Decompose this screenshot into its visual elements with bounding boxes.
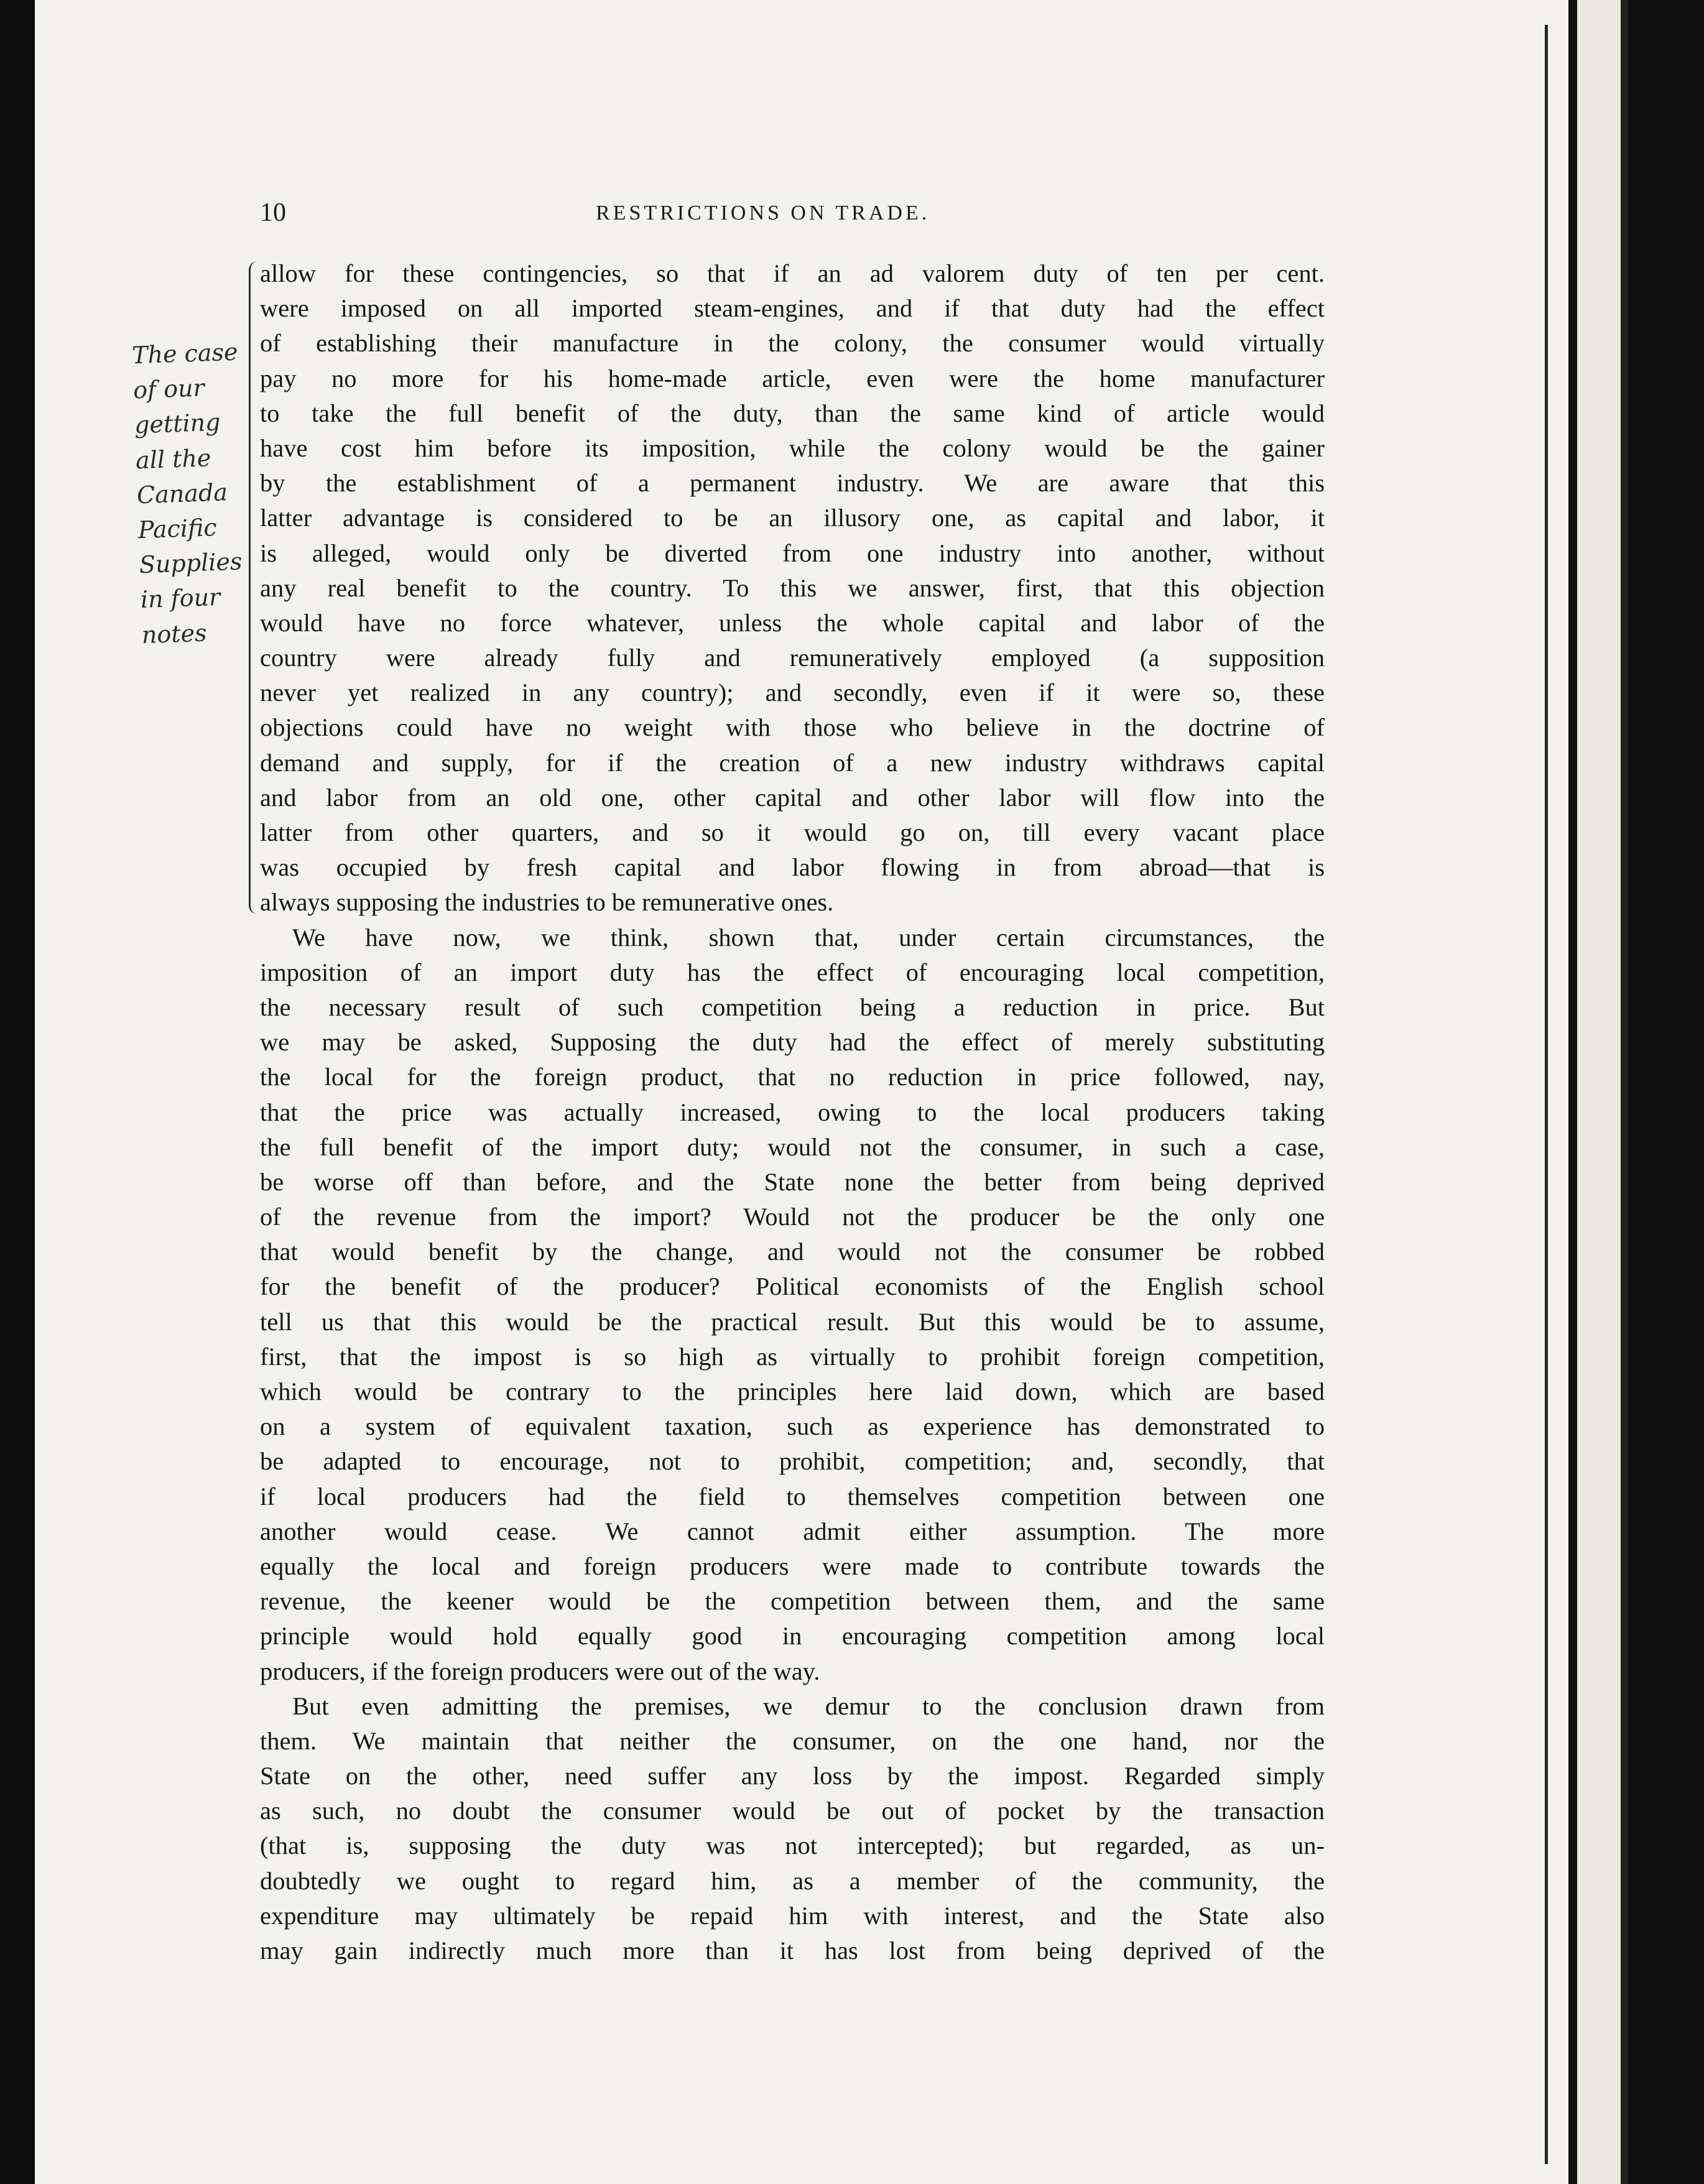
- text-line: the local for the foreign product, that no reduction in price followed, nay,: [260, 1063, 1325, 1091]
- text-line: the necessary result of such competition being a reduction in price. But: [260, 993, 1325, 1021]
- text-line: producers, if the foreign producers were out of the way.: [260, 1657, 820, 1685]
- adjacent-page-edge: [1568, 0, 1704, 2184]
- handwritten-margin-note: [131, 334, 264, 652]
- text-line: would have no force whatever, unless the whole capital and labor of the: [260, 608, 1325, 637]
- margin-note-line: in four: [140, 583, 221, 614]
- page-header: [260, 198, 1330, 235]
- text-line: was occupied by fresh capital and labor flowing in from abroad—that is: [260, 853, 1325, 882]
- text-line: is alleged, would only be diverted from one industry into another, without: [260, 539, 1325, 567]
- text-line: the full benefit of the import duty; would not the consumer, in such a case,: [260, 1132, 1325, 1161]
- text-line: tell us that this would be the practical result. But this would be to assume,: [260, 1307, 1325, 1336]
- text-line: and labor from an old one, other capital and other labor will flow into the: [260, 783, 1325, 812]
- text-line: country were already fully and remuneratively employed (a supposition: [260, 644, 1325, 672]
- text-line: if local producers had the field to themselves competition between one: [260, 1482, 1325, 1511]
- text-line: allow for these contingencies, so that if an ad valorem duty of ten per cent.: [260, 259, 1325, 287]
- text-line: first, that the impost is so high as virtually to prohibit foreign competition,: [260, 1342, 1325, 1371]
- text-line: them. We maintain that neither the consumer, on the one hand, nor the: [260, 1726, 1325, 1755]
- text-line: that the price was actually increased, owing to the local producers taking: [260, 1098, 1325, 1126]
- text-line: be worse off than before, and the State none the better from being deprived: [260, 1167, 1325, 1196]
- text-line: But even admitting the premises, we demur to the conclusion drawn from: [292, 1691, 1325, 1720]
- text-line: expenditure may ultimately be repaid him with interest, and the State also: [260, 1901, 1325, 1930]
- text-line: that would benefit by the change, and would not the consumer be robbed: [260, 1238, 1325, 1266]
- page-edge-line: [1545, 25, 1548, 2164]
- text-line: equally the local and foreign producers were made to contribute towards the: [260, 1552, 1325, 1580]
- text-line: of the revenue from the import? Would not the producer be the only one: [260, 1203, 1325, 1231]
- text-line: were imposed on all imported steam-engines, and if that duty had the effect: [260, 294, 1325, 323]
- margin-note-line: getting: [134, 409, 221, 439]
- text-line: may gain indirectly much more than it has lost from being deprived of the: [260, 1936, 1325, 1964]
- body-text: [260, 256, 1325, 1968]
- text-line: imposition of an import duty has the effect of encouraging local competition,: [260, 958, 1325, 986]
- margin-note-line: The case: [131, 338, 239, 369]
- text-line: objections could have no weight with those who believe in the doctrine of: [260, 713, 1325, 742]
- text-line: revenue, the keener would be the competition between them, and the same: [260, 1587, 1325, 1616]
- text-line: always supposing the industries to be remunerative ones.: [260, 888, 834, 917]
- margin-note-line: notes: [141, 619, 208, 649]
- text-line: (that is, supposing the duty was not intercepted); but regarded, as un-: [260, 1831, 1325, 1860]
- margin-note-line: Canada: [136, 478, 228, 509]
- margin-note-line: all the: [135, 443, 212, 474]
- text-line: of establishing their manufacture in the colony, the consumer would virtually: [260, 329, 1325, 358]
- text-line: which would be contrary to the principles here laid down, which are based: [260, 1377, 1325, 1405]
- margin-note-line: of our: [132, 374, 205, 404]
- text-line: be adapted to encourage, not to prohibit, competition; and, secondly, that: [260, 1447, 1325, 1476]
- text-line: latter advantage is considered to be an illusory one, as capital and labor, it: [260, 504, 1325, 532]
- text-line: for the benefit of the producer? Political economists of the English school: [260, 1272, 1325, 1301]
- text-line: as such, no doubt the consumer would be out of pocket by the transaction: [260, 1797, 1325, 1825]
- text-line: latter from other quarters, and so it would go on, till every vacant place: [260, 818, 1325, 846]
- text-line: State on the other, need suffer any loss by the impost. Regarded simply: [260, 1762, 1325, 1790]
- text-line: another would cease. We cannot admit either assumption. The more: [260, 1517, 1325, 1545]
- margin-note-line: Pacific: [137, 513, 218, 544]
- text-line: to take the full benefit of the duty, than the same kind of article would: [260, 399, 1325, 427]
- text-line: doubtedly we ought to regard him, as a member of the community, the: [260, 1866, 1325, 1895]
- text-line: never yet realized in any country); and secondly, even if it were so, these: [260, 678, 1325, 707]
- text-line: pay no more for his home-made article, even were the home manufacturer: [260, 364, 1325, 392]
- text-line: principle would hold equally good in encouraging competition among local: [260, 1622, 1325, 1650]
- text-line: demand and supply, for if the creation of a new industry withdraws capital: [260, 748, 1325, 777]
- text-line: we may be asked, Supposing the duty had the effect of merely substituting: [260, 1028, 1325, 1057]
- text-line: any real benefit to the country. To this we answer, first, that this objection: [260, 573, 1325, 602]
- text-line: We have now, we think, shown that, under certain circumstances, the: [292, 923, 1325, 951]
- running-title: RESTRICTIONS ON TRADE.: [596, 201, 930, 224]
- text-line: by the establishment of a permanent industry. We are aware that this: [260, 469, 1325, 497]
- text-line: on a system of equivalent taxation, such as experience has demonstrated to: [260, 1412, 1325, 1441]
- page-number: 10: [260, 198, 286, 227]
- margin-note-line: Supplies: [139, 547, 243, 579]
- text-line: have cost him before its imposition, while the colony would be the gainer: [260, 433, 1325, 462]
